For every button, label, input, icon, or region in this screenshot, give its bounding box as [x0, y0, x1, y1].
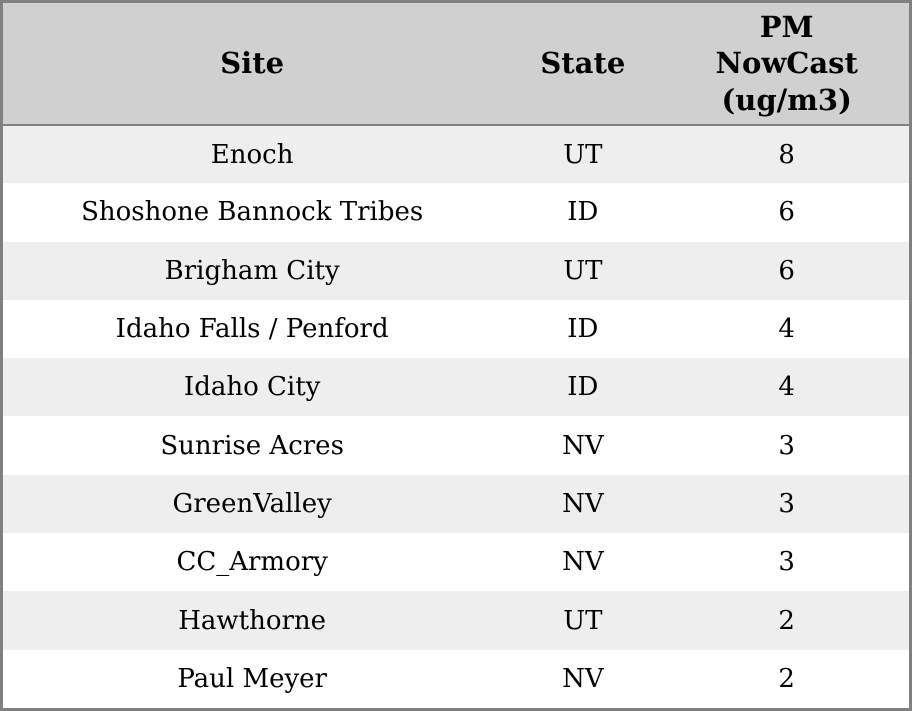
- cell-pm-value: 3: [778, 430, 795, 461]
- cell-state: ID: [567, 372, 599, 403]
- cell-site: CC_Armory: [176, 547, 328, 578]
- cell-state: UT: [563, 139, 603, 170]
- col-header-site: [3, 3, 501, 125]
- table-row: [3, 416, 909, 474]
- table-row: [3, 358, 909, 416]
- cell-pm-value: 8: [778, 139, 795, 170]
- cell-state: UT: [563, 255, 603, 286]
- table-row: [3, 125, 909, 183]
- cell-site: Idaho Falls / Penford: [115, 314, 389, 345]
- cell-pm-value: 4: [778, 314, 795, 345]
- cell-pm-value: 6: [778, 255, 795, 286]
- data-table: [3, 3, 909, 708]
- cell-site: Sunrise Acres: [160, 430, 344, 461]
- col-header-state: [501, 3, 664, 125]
- table-row: [3, 650, 909, 708]
- cell-pm-value: 6: [778, 197, 795, 228]
- col-header-state-label: State: [540, 46, 626, 81]
- cell-site: Paul Meyer: [177, 663, 327, 694]
- cell-state: UT: [563, 605, 603, 636]
- table-row: [3, 475, 909, 533]
- col-header-pm-nowcast: [664, 3, 909, 125]
- cell-state: ID: [567, 314, 599, 345]
- cell-site: GreenValley: [172, 488, 332, 519]
- header-row: [3, 3, 909, 125]
- table-row: [3, 533, 909, 591]
- cell-site: Shoshone Bannock Tribes: [81, 197, 424, 228]
- table-row: [3, 242, 909, 300]
- table-row: [3, 591, 909, 649]
- cell-site: Idaho City: [183, 372, 321, 403]
- col-header-pm-nowcast-label: PM NowCast (ug/m3): [715, 10, 858, 117]
- cell-pm-value: 4: [778, 372, 795, 403]
- table-body: [3, 125, 909, 708]
- cell-pm-value: 2: [778, 663, 795, 694]
- cell-pm-value: 2: [778, 605, 795, 636]
- cell-state: NV: [562, 547, 604, 578]
- cell-state: NV: [562, 430, 604, 461]
- table-row: [3, 183, 909, 241]
- col-header-site-label: Site: [220, 46, 285, 81]
- cell-site: Enoch: [210, 139, 294, 170]
- cell-site: Brigham City: [164, 255, 340, 286]
- cell-site: Hawthorne: [178, 605, 327, 636]
- cell-pm-value: 3: [778, 488, 795, 519]
- cell-state: NV: [562, 488, 604, 519]
- cell-state: ID: [567, 197, 599, 228]
- cell-state: NV: [562, 663, 604, 694]
- table-row: [3, 300, 909, 358]
- cell-pm-value: 3: [778, 547, 795, 578]
